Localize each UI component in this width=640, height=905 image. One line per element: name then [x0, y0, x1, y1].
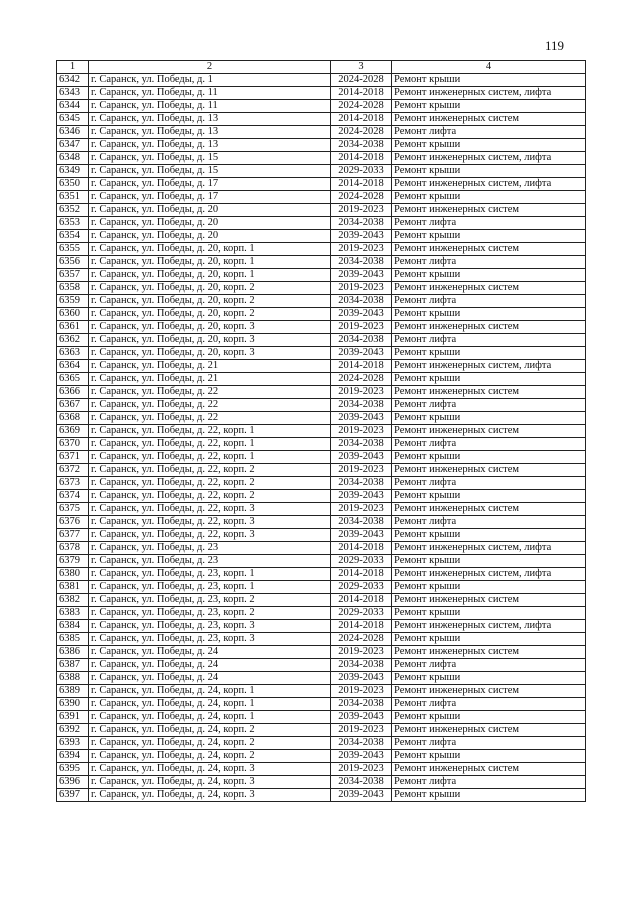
address-cell: г. Саранск, ул. Победы, д. 13: [89, 126, 331, 139]
table-row: [57, 633, 586, 646]
row-number-cell: 6371: [57, 451, 89, 464]
work-type-cell: Ремонт лифта: [392, 737, 586, 750]
period-cell: 2039-2043: [331, 711, 392, 724]
work-type-cell: Ремонт инженерных систем: [392, 113, 586, 126]
address-cell: г. Саранск, ул. Победы, д. 13: [89, 139, 331, 152]
address-cell: г. Саранск, ул. Победы, д. 24, корп. 2: [89, 737, 331, 750]
row-number-cell: 6366: [57, 386, 89, 399]
work-type-cell: Ремонт крыши: [392, 373, 586, 386]
table-row: [57, 204, 586, 217]
address-cell: г. Саранск, ул. Победы, д. 20: [89, 217, 331, 230]
table-row: [57, 256, 586, 269]
row-number-cell: 6361: [57, 321, 89, 334]
period-cell: 2029-2033: [331, 607, 392, 620]
work-type-cell: Ремонт крыши: [392, 633, 586, 646]
period-cell: 2029-2033: [331, 555, 392, 568]
work-type-cell: Ремонт крыши: [392, 139, 586, 152]
address-cell: г. Саранск, ул. Победы, д. 20, корп. 1: [89, 256, 331, 269]
row-number-cell: 6359: [57, 295, 89, 308]
address-cell: г. Саранск, ул. Победы, д. 20: [89, 204, 331, 217]
address-cell: г. Саранск, ул. Победы, д. 22, корп. 1: [89, 438, 331, 451]
address-cell: г. Саранск, ул. Победы, д. 23: [89, 555, 331, 568]
table-row: [57, 594, 586, 607]
period-cell: 2039-2043: [331, 269, 392, 282]
address-cell: г. Саранск, ул. Победы, д. 24: [89, 659, 331, 672]
table-row: [57, 776, 586, 789]
period-cell: 2014-2018: [331, 152, 392, 165]
work-type-cell: Ремонт инженерных систем: [392, 282, 586, 295]
work-type-cell: Ремонт инженерных систем: [392, 321, 586, 334]
period-cell: 2014-2018: [331, 594, 392, 607]
period-cell: 2014-2018: [331, 178, 392, 191]
row-number-cell: 6355: [57, 243, 89, 256]
period-cell: 2039-2043: [331, 490, 392, 503]
table-row: [57, 165, 586, 178]
row-number-cell: 6351: [57, 191, 89, 204]
period-cell: 2014-2018: [331, 87, 392, 100]
table-row: [57, 724, 586, 737]
table-row: [57, 243, 586, 256]
table-row: [57, 373, 586, 386]
row-number-cell: 6342: [57, 74, 89, 87]
row-number-cell: 6393: [57, 737, 89, 750]
work-type-cell: Ремонт крыши: [392, 412, 586, 425]
work-type-cell: Ремонт крыши: [392, 555, 586, 568]
work-type-cell: Ремонт инженерных систем: [392, 763, 586, 776]
work-type-cell: Ремонт лифта: [392, 295, 586, 308]
row-number-cell: 6397: [57, 789, 89, 802]
table-row: [57, 646, 586, 659]
address-cell: г. Саранск, ул. Победы, д. 24: [89, 672, 331, 685]
period-cell: 2014-2018: [331, 542, 392, 555]
period-cell: 2014-2018: [331, 568, 392, 581]
address-cell: г. Саранск, ул. Победы, д. 22, корп. 1: [89, 451, 331, 464]
work-type-cell: Ремонт крыши: [392, 74, 586, 87]
work-type-cell: Ремонт инженерных систем: [392, 464, 586, 477]
work-type-cell: Ремонт крыши: [392, 191, 586, 204]
row-number-cell: 6391: [57, 711, 89, 724]
period-cell: 2019-2023: [331, 503, 392, 516]
work-type-cell: Ремонт крыши: [392, 672, 586, 685]
period-cell: 2019-2023: [331, 425, 392, 438]
row-number-cell: 6357: [57, 269, 89, 282]
address-cell: г. Саранск, ул. Победы, д. 24: [89, 646, 331, 659]
table-row: [57, 490, 586, 503]
address-cell: г. Саранск, ул. Победы, д. 15: [89, 165, 331, 178]
address-cell: г. Саранск, ул. Победы, д. 22, корп. 3: [89, 529, 331, 542]
work-type-cell: Ремонт инженерных систем: [392, 724, 586, 737]
period-cell: 2039-2043: [331, 451, 392, 464]
period-cell: 2034-2038: [331, 139, 392, 152]
work-type-cell: Ремонт инженерных систем: [392, 685, 586, 698]
row-number-cell: 6363: [57, 347, 89, 360]
address-cell: г. Саранск, ул. Победы, д. 20, корп. 3: [89, 347, 331, 360]
address-cell: г. Саранск, ул. Победы, д. 23, корп. 3: [89, 620, 331, 633]
row-number-cell: 6352: [57, 204, 89, 217]
address-cell: г. Саранск, ул. Победы, д. 24, корп. 2: [89, 750, 331, 763]
period-cell: 2039-2043: [331, 347, 392, 360]
address-cell: г. Саранск, ул. Победы, д. 22: [89, 386, 331, 399]
table-row: [57, 113, 586, 126]
period-cell: 2024-2028: [331, 74, 392, 87]
work-type-cell: Ремонт инженерных систем, лифта: [392, 568, 586, 581]
row-number-cell: 6374: [57, 490, 89, 503]
period-cell: 2024-2028: [331, 126, 392, 139]
period-cell: 2019-2023: [331, 243, 392, 256]
row-number-cell: 6380: [57, 568, 89, 581]
address-cell: г. Саранск, ул. Победы, д. 20: [89, 230, 331, 243]
table-row: [57, 282, 586, 295]
row-number-cell: 6396: [57, 776, 89, 789]
table-row: [57, 503, 586, 516]
period-cell: 2019-2023: [331, 386, 392, 399]
table-row: [57, 126, 586, 139]
period-cell: 2034-2038: [331, 776, 392, 789]
table-header-row: [57, 61, 586, 74]
work-type-cell: Ремонт крыши: [392, 308, 586, 321]
row-number-cell: 6392: [57, 724, 89, 737]
table-row: [57, 321, 586, 334]
address-cell: г. Саранск, ул. Победы, д. 11: [89, 87, 331, 100]
header-cell-1: 1: [57, 61, 89, 74]
work-type-cell: Ремонт инженерных систем, лифта: [392, 542, 586, 555]
row-number-cell: 6386: [57, 646, 89, 659]
table-row: [57, 542, 586, 555]
address-cell: г. Саранск, ул. Победы, д. 22, корп. 1: [89, 425, 331, 438]
table-row: [57, 152, 586, 165]
address-cell: г. Саранск, ул. Победы, д. 22, корп. 2: [89, 477, 331, 490]
row-number-cell: 6389: [57, 685, 89, 698]
period-cell: 2024-2028: [331, 100, 392, 113]
address-cell: г. Саранск, ул. Победы, д. 24, корп. 3: [89, 776, 331, 789]
table-row: [57, 568, 586, 581]
period-cell: 2034-2038: [331, 438, 392, 451]
work-type-cell: Ремонт крыши: [392, 711, 586, 724]
period-cell: 2034-2038: [331, 295, 392, 308]
row-number-cell: 6369: [57, 425, 89, 438]
work-type-cell: Ремонт лифта: [392, 399, 586, 412]
work-type-cell: Ремонт лифта: [392, 698, 586, 711]
table-row: [57, 451, 586, 464]
work-type-cell: Ремонт лифта: [392, 438, 586, 451]
row-number-cell: 6385: [57, 633, 89, 646]
table-row: [57, 620, 586, 633]
address-cell: г. Саранск, ул. Победы, д. 24, корп. 3: [89, 789, 331, 802]
row-number-cell: 6348: [57, 152, 89, 165]
period-cell: 2039-2043: [331, 230, 392, 243]
period-cell: 2019-2023: [331, 204, 392, 217]
work-type-cell: Ремонт крыши: [392, 165, 586, 178]
address-cell: г. Саранск, ул. Победы, д. 17: [89, 178, 331, 191]
period-cell: 2039-2043: [331, 308, 392, 321]
work-type-cell: Ремонт крыши: [392, 581, 586, 594]
period-cell: 2019-2023: [331, 685, 392, 698]
table-row: [57, 139, 586, 152]
table-row: [57, 295, 586, 308]
work-type-cell: Ремонт крыши: [392, 490, 586, 503]
row-number-cell: 6387: [57, 659, 89, 672]
row-number-cell: 6362: [57, 334, 89, 347]
table-row: [57, 659, 586, 672]
table-row: [57, 191, 586, 204]
address-cell: г. Саранск, ул. Победы, д. 23, корп. 1: [89, 581, 331, 594]
table-row: [57, 464, 586, 477]
table-row: [57, 386, 586, 399]
work-type-cell: Ремонт лифта: [392, 516, 586, 529]
work-type-cell: Ремонт инженерных систем, лифта: [392, 360, 586, 373]
address-cell: г. Саранск, ул. Победы, д. 22, корп. 3: [89, 503, 331, 516]
table-row: [57, 178, 586, 191]
row-number-cell: 6395: [57, 763, 89, 776]
address-cell: г. Саранск, ул. Победы, д. 22, корп. 3: [89, 516, 331, 529]
table-row: [57, 399, 586, 412]
address-cell: г. Саранск, ул. Победы, д. 21: [89, 373, 331, 386]
table-row: [57, 477, 586, 490]
table-row: [57, 516, 586, 529]
table-row: [57, 308, 586, 321]
period-cell: 2034-2038: [331, 698, 392, 711]
row-number-cell: 6394: [57, 750, 89, 763]
row-number-cell: 6353: [57, 217, 89, 230]
address-cell: г. Саранск, ул. Победы, д. 1: [89, 74, 331, 87]
table-row: [57, 607, 586, 620]
row-number-cell: 6373: [57, 477, 89, 490]
table-row: [57, 100, 586, 113]
work-type-cell: Ремонт крыши: [392, 269, 586, 282]
table-row: [57, 87, 586, 100]
row-number-cell: 6358: [57, 282, 89, 295]
row-number-cell: 6350: [57, 178, 89, 191]
work-type-cell: Ремонт крыши: [392, 529, 586, 542]
table-body: [57, 61, 586, 802]
header-cell-4: 4: [392, 61, 586, 74]
row-number-cell: 6382: [57, 594, 89, 607]
work-type-cell: Ремонт крыши: [392, 100, 586, 113]
work-type-cell: Ремонт инженерных систем: [392, 594, 586, 607]
address-cell: г. Саранск, ул. Победы, д. 22: [89, 399, 331, 412]
period-cell: 2024-2028: [331, 373, 392, 386]
address-cell: г. Саранск, ул. Победы, д. 24, корп. 2: [89, 724, 331, 737]
table-row: [57, 217, 586, 230]
period-cell: 2034-2038: [331, 217, 392, 230]
period-cell: 2019-2023: [331, 646, 392, 659]
table-row: [57, 529, 586, 542]
address-cell: г. Саранск, ул. Победы, д. 20, корп. 1: [89, 269, 331, 282]
row-number-cell: 6370: [57, 438, 89, 451]
address-cell: г. Саранск, ул. Победы, д. 11: [89, 100, 331, 113]
row-number-cell: 6347: [57, 139, 89, 152]
work-type-cell: Ремонт инженерных систем, лифта: [392, 87, 586, 100]
period-cell: 2034-2038: [331, 256, 392, 269]
address-cell: г. Саранск, ул. Победы, д. 24, корп. 3: [89, 763, 331, 776]
period-cell: 2024-2028: [331, 191, 392, 204]
period-cell: 2034-2038: [331, 737, 392, 750]
repair-schedule-table: [56, 60, 586, 802]
row-number-cell: 6384: [57, 620, 89, 633]
work-type-cell: Ремонт лифта: [392, 477, 586, 490]
row-number-cell: 6365: [57, 373, 89, 386]
header-cell-2: 2: [89, 61, 331, 74]
work-type-cell: Ремонт лифта: [392, 256, 586, 269]
address-cell: г. Саранск, ул. Победы, д. 20, корп. 3: [89, 321, 331, 334]
period-cell: 2034-2038: [331, 477, 392, 490]
row-number-cell: 6346: [57, 126, 89, 139]
row-number-cell: 6345: [57, 113, 89, 126]
period-cell: 2024-2028: [331, 633, 392, 646]
table-row: [57, 334, 586, 347]
work-type-cell: Ремонт инженерных систем: [392, 646, 586, 659]
period-cell: 2019-2023: [331, 321, 392, 334]
address-cell: г. Саранск, ул. Победы, д. 17: [89, 191, 331, 204]
address-cell: г. Саранск, ул. Победы, д. 13: [89, 113, 331, 126]
row-number-cell: 6368: [57, 412, 89, 425]
table-row: [57, 347, 586, 360]
period-cell: 2014-2018: [331, 620, 392, 633]
address-cell: г. Саранск, ул. Победы, д. 24, корп. 1: [89, 711, 331, 724]
period-cell: 2029-2033: [331, 165, 392, 178]
row-number-cell: 6372: [57, 464, 89, 477]
address-cell: г. Саранск, ул. Победы, д. 20, корп. 2: [89, 295, 331, 308]
address-cell: г. Саранск, ул. Победы, д. 20, корп. 2: [89, 308, 331, 321]
work-type-cell: Ремонт лифта: [392, 217, 586, 230]
work-type-cell: Ремонт инженерных систем, лифта: [392, 152, 586, 165]
table-row: [57, 698, 586, 711]
table-row: [57, 425, 586, 438]
address-cell: г. Саранск, ул. Победы, д. 22: [89, 412, 331, 425]
work-type-cell: Ремонт крыши: [392, 750, 586, 763]
work-type-cell: Ремонт крыши: [392, 230, 586, 243]
table-row: [57, 763, 586, 776]
work-type-cell: Ремонт инженерных систем: [392, 243, 586, 256]
row-number-cell: 6378: [57, 542, 89, 555]
row-number-cell: 6356: [57, 256, 89, 269]
period-cell: 2014-2018: [331, 113, 392, 126]
row-number-cell: 6390: [57, 698, 89, 711]
table-row: [57, 672, 586, 685]
row-number-cell: 6367: [57, 399, 89, 412]
work-type-cell: Ремонт лифта: [392, 659, 586, 672]
period-cell: 2039-2043: [331, 750, 392, 763]
row-number-cell: 6388: [57, 672, 89, 685]
row-number-cell: 6383: [57, 607, 89, 620]
table-row: [57, 230, 586, 243]
table-row: [57, 737, 586, 750]
row-number-cell: 6349: [57, 165, 89, 178]
row-number-cell: 6376: [57, 516, 89, 529]
work-type-cell: Ремонт инженерных систем: [392, 204, 586, 217]
period-cell: 2014-2018: [331, 360, 392, 373]
table-row: [57, 711, 586, 724]
work-type-cell: Ремонт лифта: [392, 334, 586, 347]
work-type-cell: Ремонт лифта: [392, 126, 586, 139]
work-type-cell: Ремонт инженерных систем, лифта: [392, 620, 586, 633]
period-cell: 2019-2023: [331, 763, 392, 776]
page-number: 119: [545, 38, 565, 53]
work-type-cell: Ремонт инженерных систем: [392, 425, 586, 438]
period-cell: 2029-2033: [331, 581, 392, 594]
period-cell: 2019-2023: [331, 724, 392, 737]
address-cell: г. Саранск, ул. Победы, д. 23, корп. 2: [89, 607, 331, 620]
period-cell: 2019-2023: [331, 464, 392, 477]
work-type-cell: Ремонт лифта: [392, 776, 586, 789]
period-cell: 2034-2038: [331, 659, 392, 672]
address-cell: г. Саранск, ул. Победы, д. 20, корп. 2: [89, 282, 331, 295]
table-row: [57, 438, 586, 451]
table-row: [57, 269, 586, 282]
period-cell: 2034-2038: [331, 399, 392, 412]
row-number-cell: 6360: [57, 308, 89, 321]
row-number-cell: 6379: [57, 555, 89, 568]
table-row: [57, 74, 586, 87]
work-type-cell: Ремонт крыши: [392, 789, 586, 802]
row-number-cell: 6375: [57, 503, 89, 516]
period-cell: 2039-2043: [331, 412, 392, 425]
address-cell: г. Саранск, ул. Победы, д. 15: [89, 152, 331, 165]
work-type-cell: Ремонт крыши: [392, 607, 586, 620]
period-cell: 2039-2043: [331, 529, 392, 542]
address-cell: г. Саранск, ул. Победы, д. 23, корп. 1: [89, 568, 331, 581]
address-cell: г. Саранск, ул. Победы, д. 24, корп. 1: [89, 685, 331, 698]
work-type-cell: Ремонт крыши: [392, 451, 586, 464]
table-row: [57, 555, 586, 568]
table-row: [57, 750, 586, 763]
period-cell: 2039-2043: [331, 672, 392, 685]
row-number-cell: 6364: [57, 360, 89, 373]
address-cell: г. Саранск, ул. Победы, д. 20, корп. 1: [89, 243, 331, 256]
table-row: [57, 360, 586, 373]
header-cell-3: 3: [331, 61, 392, 74]
work-type-cell: Ремонт крыши: [392, 347, 586, 360]
table-row: [57, 412, 586, 425]
address-cell: г. Саранск, ул. Победы, д. 23, корп. 2: [89, 594, 331, 607]
table-row: [57, 789, 586, 802]
address-cell: г. Саранск, ул. Победы, д. 22, корп. 2: [89, 464, 331, 477]
period-cell: 2034-2038: [331, 516, 392, 529]
row-number-cell: 6344: [57, 100, 89, 113]
row-number-cell: 6377: [57, 529, 89, 542]
table-row: [57, 685, 586, 698]
table-row: [57, 581, 586, 594]
address-cell: г. Саранск, ул. Победы, д. 20, корп. 3: [89, 334, 331, 347]
period-cell: 2039-2043: [331, 789, 392, 802]
period-cell: 2034-2038: [331, 334, 392, 347]
address-cell: г. Саранск, ул. Победы, д. 23: [89, 542, 331, 555]
work-type-cell: Ремонт инженерных систем: [392, 503, 586, 516]
address-cell: г. Саранск, ул. Победы, д. 23, корп. 3: [89, 633, 331, 646]
address-cell: г. Саранск, ул. Победы, д. 22, корп. 2: [89, 490, 331, 503]
period-cell: 2019-2023: [331, 282, 392, 295]
row-number-cell: 6343: [57, 87, 89, 100]
row-number-cell: 6354: [57, 230, 89, 243]
work-type-cell: Ремонт инженерных систем, лифта: [392, 178, 586, 191]
row-number-cell: 6381: [57, 581, 89, 594]
address-cell: г. Саранск, ул. Победы, д. 24, корп. 1: [89, 698, 331, 711]
work-type-cell: Ремонт инженерных систем: [392, 386, 586, 399]
address-cell: г. Саранск, ул. Победы, д. 21: [89, 360, 331, 373]
